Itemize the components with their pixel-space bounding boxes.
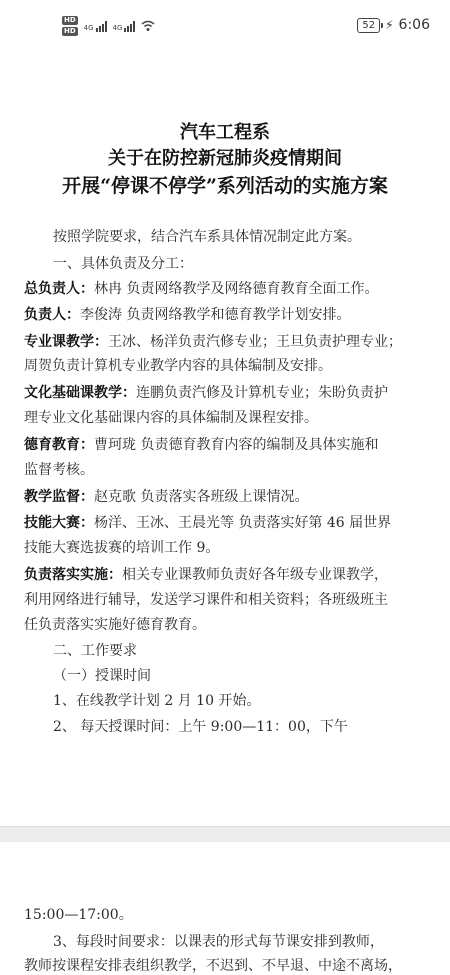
item-label: 负责落实实施： xyxy=(24,567,122,583)
doc-title-department: 汽车工程系 xyxy=(180,122,270,143)
list-item-continued: 周贺负责计算机专业教学内容的具体编制及安排。 xyxy=(24,358,332,374)
list-item xyxy=(24,384,428,402)
network-type-label: 4G xyxy=(112,23,123,32)
requirement-item: 3、每段时间要求：以课表的形式每节课安排到教师， xyxy=(53,934,384,950)
subsection-heading: （一）授课时间 xyxy=(53,668,151,684)
item-text: 赵克歌 负责落实各班级上课情况。 xyxy=(94,489,309,505)
list-item-continued: 任负责落实实施好德育教育。 xyxy=(24,617,206,633)
status-bar xyxy=(0,0,450,56)
list-item xyxy=(24,306,428,324)
doc-title-line-2: 关于在防控新冠肺炎疫情期间 xyxy=(108,148,342,169)
signal-icon xyxy=(113,21,136,32)
section-heading: 二、工作要求 xyxy=(53,643,137,659)
list-item xyxy=(24,514,428,532)
item-label: 总负责人： xyxy=(24,281,94,297)
list-item xyxy=(24,566,428,584)
list-item xyxy=(24,488,428,506)
section-heading: 一、具体负责及分工： xyxy=(53,256,193,272)
item-label: 教学监督： xyxy=(24,489,94,505)
item-text: 王冰、杨洋负责汽修专业；王旦负责护理专业； xyxy=(108,334,402,350)
item-text: 曹珂珑 负责德育教育内容的编制及具体实施和 xyxy=(94,437,379,453)
charging-icon: ⚡ xyxy=(385,18,394,32)
list-item xyxy=(24,280,428,298)
item-text: 李俊涛 负责网络教学和德育教学计划安排。 xyxy=(80,307,351,323)
item-text: 林冉 负责网络教学及网络德育教育全面工作。 xyxy=(94,281,379,297)
wifi-icon xyxy=(141,20,155,32)
hd-indicator xyxy=(62,16,78,36)
item-label: 技能大赛： xyxy=(24,515,94,531)
list-item-continued: 理专业文化基础课内容的具体编制及课程安排。 xyxy=(24,410,318,426)
doc-title-line-3: 开展“停课不停学”系列活动的实施方案 xyxy=(62,175,388,197)
intro-paragraph: 按照学院要求，结合汽车系具体情况制定此方案。 xyxy=(53,229,361,245)
requirement-item-continued: 15:00—17:00。 xyxy=(24,907,133,923)
item-label: 负责人： xyxy=(24,307,80,323)
signal-icon xyxy=(84,21,107,32)
list-item xyxy=(24,436,428,454)
item-text: 杨洋、王冰、王晨光等 负责落实好第 46 届世界 xyxy=(94,515,392,531)
item-label: 文化基础课教学： xyxy=(24,385,136,401)
list-item xyxy=(24,333,428,351)
document-page xyxy=(0,56,450,826)
list-item-continued: 监督考核。 xyxy=(24,462,94,478)
battery-icon: 52 xyxy=(357,18,380,33)
item-label: 德育教育： xyxy=(24,437,94,453)
document-page xyxy=(0,842,450,975)
requirement-item-continued: 教师按课程安排表组织教学，不迟到、不早退、中途不离场， xyxy=(24,958,402,974)
requirement-item: 1、在线教学计划 2 月 10 开始。 xyxy=(53,693,261,709)
clock: 6:06 xyxy=(398,17,430,33)
requirement-item: 2、 每天授课时间：上午 9:00—11：00，下午 xyxy=(53,719,348,735)
item-label: 专业课教学： xyxy=(24,334,108,350)
item-text: 连鹏负责汽修及计算机专业；朱盼负责护 xyxy=(136,385,388,401)
hd-icon: HD xyxy=(64,16,76,24)
item-text: 相关专业课教师负责好各年级专业课教学， xyxy=(122,567,388,583)
network-type-label: 4G xyxy=(83,23,94,32)
list-item-continued: 利用网络进行辅导，发送学习课件和相关资料；各班级班主 xyxy=(24,592,388,608)
hd-icon: HD xyxy=(64,27,76,35)
list-item-continued: 技能大赛选拔赛的培训工作 9。 xyxy=(24,540,220,556)
